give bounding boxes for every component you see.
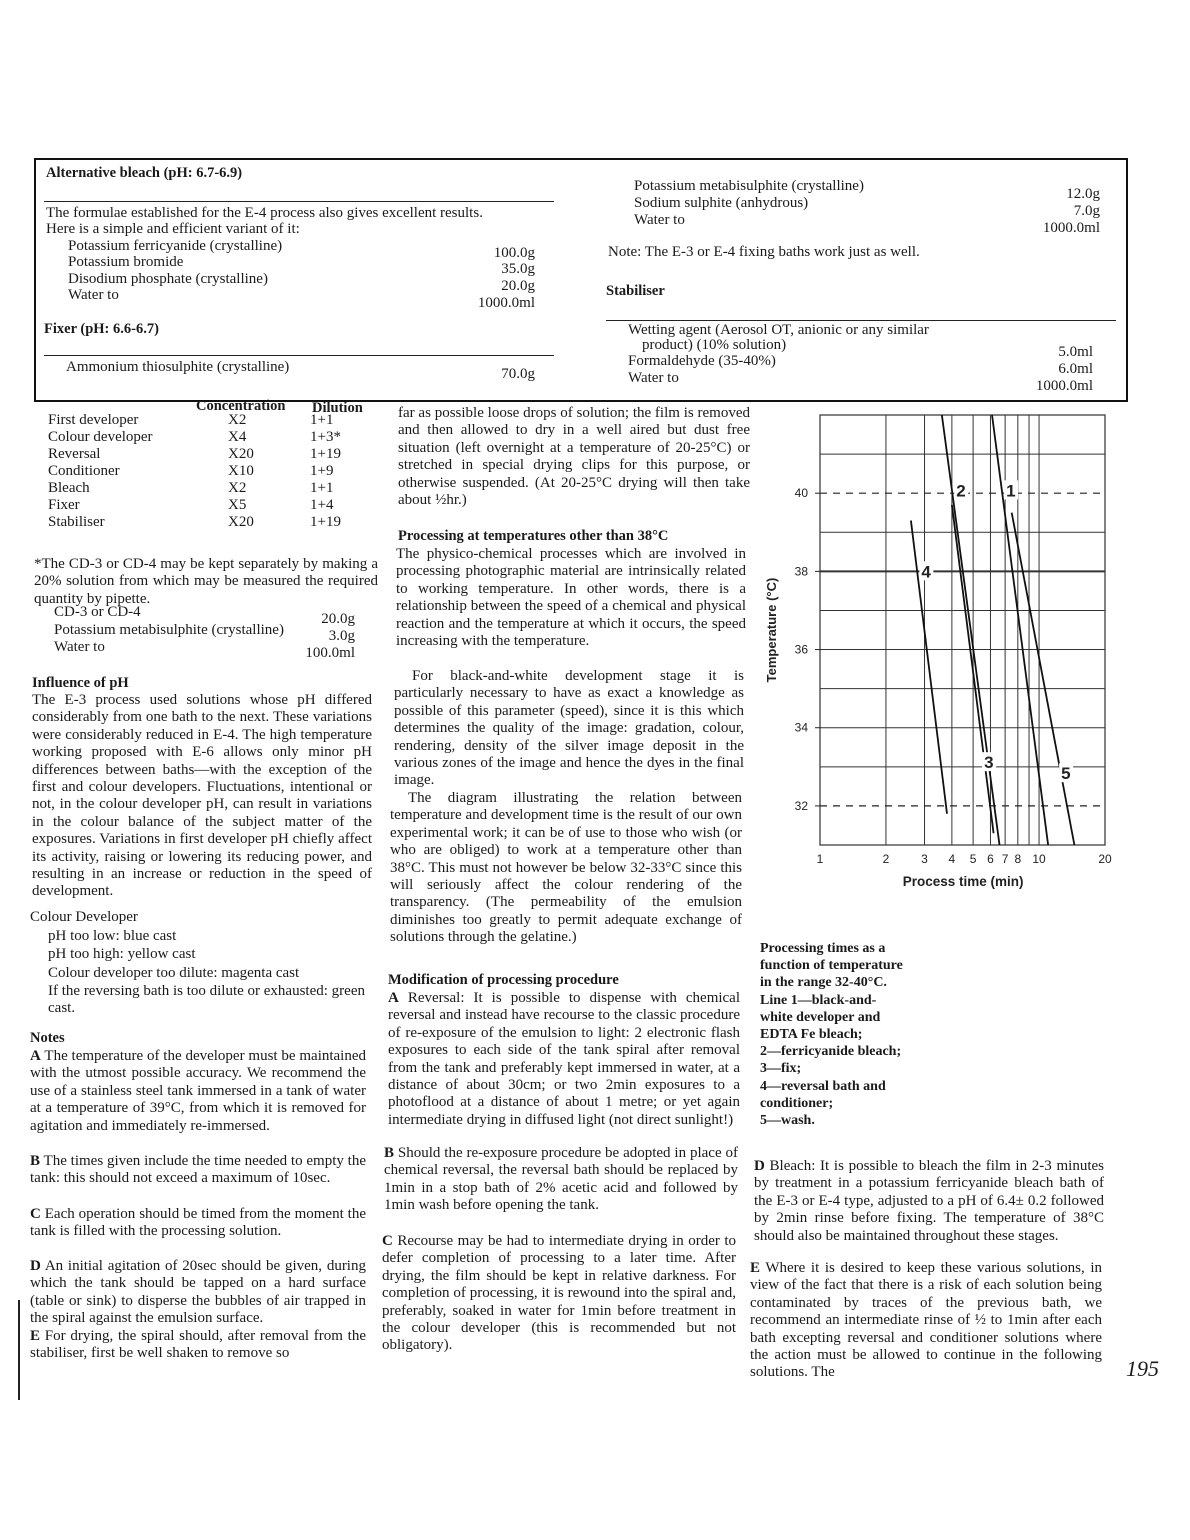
section-heading: Modification of processing procedure [388, 972, 619, 988]
para-label: E [750, 1260, 761, 1276]
formula-item: Water to [628, 370, 679, 386]
fixer-note: Note: The E-3 or E-4 fixing baths work just as well. [608, 244, 920, 260]
note-label: D [30, 1258, 41, 1274]
para-label: D [754, 1158, 765, 1174]
formula-amount: 1000.0ml [477, 295, 535, 311]
para-label: C [382, 1233, 393, 1249]
formula-amount: 35.0g [501, 261, 535, 277]
cell: Conditioner [48, 463, 120, 479]
chart-series-label: 4 [921, 562, 931, 582]
cell: First developer [48, 412, 139, 428]
table-row [48, 412, 341, 429]
list-item: pH too low: blue cast [48, 928, 177, 944]
formula-amount: 100.0g [493, 245, 535, 261]
cell: 1+1 [310, 480, 334, 496]
formula-item: Potassium metabisulphite (crystalline) [54, 622, 284, 638]
formula-item: Disodium phosphate (crystalline) [68, 271, 268, 287]
figure-caption [760, 940, 940, 1129]
formula-item: Ammonium thiosulphite (crystalline) [66, 359, 290, 375]
footnote: *The CD-3 or CD-4 may be kept separately by making a 20% solution from which may be measured the required quantity by pipette. [34, 556, 378, 607]
note-text: The temperature of the developer must be maintained with the utmost possible accuracy. We recommend the use of a stainless steel tank immersed in a tank of water at a temperature of 39°C, from which it is removed for agitation and immediately re-immersed. [30, 1048, 367, 1134]
cell: X5 [228, 497, 247, 513]
caption-line: in the range 32-40°C. [760, 975, 887, 991]
chart-y-tick-label: 36 [794, 642, 808, 657]
chart-series-label: 2 [956, 481, 966, 501]
para-text: Recourse may be had to intermediate drying in order to defer completion of processing to a later time. After drying, the film should be kept in relative darkness. For completion of processing, it is rewound into the spiral and, preferably, soaked in water for 1min before treatment in the colour developer (this is recommended but not obligatory). [382, 1233, 737, 1354]
chart-x-tick-label: 20 [1098, 852, 1112, 866]
para-label: B [384, 1145, 395, 1161]
caption-line: EDTA Fe bleach; [760, 1027, 863, 1043]
note-label: B [30, 1153, 41, 1169]
formula-item: CD-3 or CD-4 [54, 604, 141, 620]
caption-line: function of temperature [760, 958, 903, 974]
caption-line: conditioner; [760, 1095, 834, 1111]
temperature-time-chart [760, 405, 1120, 895]
chart-x-tick-label: 10 [1032, 852, 1046, 866]
chart-y-tick-label: 38 [794, 564, 808, 579]
body-paragraph: For black-and-white development stage it is particularly necessary to have as exact a knowledge as possible of this parameter (speed), since it is this which determines the quality of the image: gradation, colour, rendering, density of the silver image deposit in the various zones of the image and hence the dyes in the final image. [394, 668, 744, 789]
alt-bleach-intro: The formulae established for the E-4 process also gives excellent results. [46, 205, 483, 221]
chart-series-label: 5 [1061, 764, 1071, 784]
section-heading: Influence of pH [32, 675, 129, 691]
body-paragraph [382, 1233, 736, 1355]
para-text: Reversal: It is possible to dispense with chemical reversal and instead have recourse to the classic procedure of re-exposure of the emulsion to light: 2 electronic flash exposures to each side of the tank spiral after removal from the tank and preferably kept immersed in water, at a distance of about 30cm; or two 2min exposures to a photoflood at a distance of about 1 metre; or yet again intermediate drying in diffused light (not direct sunlight!) [388, 990, 741, 1128]
chart-x-tick-label: 1 [816, 852, 824, 866]
cell: 1+3* [310, 429, 341, 445]
formula-item: Water to [68, 287, 119, 303]
formula-item: Wetting agent (Aerosol OT, anionic or any similar [628, 322, 929, 338]
chart-x-tick-label: 2 [882, 852, 890, 866]
formula-amount: 12.0g [1066, 186, 1100, 202]
formula-amount: 6.0ml [1058, 361, 1093, 377]
chart-ticks [795, 486, 1112, 866]
section-heading: Notes [30, 1030, 65, 1046]
caption-line: 3—fix; [760, 1061, 802, 1077]
formula-amount: 1000.0ml [1035, 378, 1093, 394]
note-text: For drying, the spiral should, after removal from the stabiliser, first be well shaken to remove so [30, 1328, 366, 1362]
chart-x-tick-label: 6 [987, 852, 994, 866]
cell: Stabiliser [48, 514, 105, 530]
cell: 1+19 [310, 446, 341, 462]
formula-item: Water to [54, 639, 105, 655]
list-item: Colour developer too dilute: magenta cast [48, 965, 300, 981]
formula-amount: 20.0g [501, 278, 535, 294]
caption-line: 2—ferricyanide bleach; [760, 1044, 902, 1060]
note-a [30, 1048, 366, 1135]
formula-item: Potassium ferricyanide (crystalline) [68, 238, 283, 254]
table-row [48, 497, 341, 514]
dilution-table [48, 412, 341, 531]
formula-item: product) (10% solution) [642, 337, 787, 353]
section-heading: Processing at temperatures other than 38°C [398, 528, 669, 544]
chart-series-group [911, 415, 1075, 845]
cell: 1+1 [310, 412, 334, 428]
caption-line: 4—reversal bath and [760, 1078, 886, 1094]
body-paragraph: far as possible loose drops of solution; the film is removed and then allowed to dry in a well aired but dust free situation (left overnight at a temperature of 20-25°C) or stretched in special drying clips for this purpose, or otherwise suspended. (At 20-25°C drying will then take about ½hr.) [398, 405, 750, 509]
para-text: Bleach: It is possible to bleach the film in 2-3 minutes by treatment in a potassium ferricyanide bleach bath of the E-3 or E-4 type, adjusted to a pH of 6.4± 0.2 followed by 2min rinse before fixing. The temperature of 38°C should also be maintained throughout these stages. [754, 1158, 1104, 1244]
table-row [48, 480, 341, 497]
cell: Colour developer [48, 429, 153, 445]
formula-item: Potassium metabisulphite (crystalline) [634, 178, 864, 194]
table-row [48, 446, 341, 463]
note-label: E [30, 1328, 41, 1344]
body-paragraph [754, 1158, 1104, 1245]
alt-bleach-heading: Alternative bleach (pH: 6.7-6.9) [46, 165, 243, 181]
note-text: Each operation should be timed from the moment the tank is filled with the processing solution. [30, 1206, 366, 1240]
cell: 1+4 [310, 497, 334, 513]
body-paragraph [388, 990, 740, 1129]
rule [44, 201, 554, 202]
chart-y-tick-label: 32 [794, 798, 808, 813]
note-label: C [30, 1206, 41, 1222]
cell: 1+9 [310, 463, 334, 479]
formula-amount: 5.0ml [1058, 344, 1093, 360]
chart-x-tick-label: 4 [948, 852, 956, 866]
formula-amount: 3.0g [328, 628, 355, 644]
cell: X4 [228, 429, 247, 445]
formula-item: Formaldehyde (35-40%) [628, 353, 776, 369]
chart-y-tick-label: 34 [794, 720, 808, 735]
cell: X20 [228, 446, 254, 462]
cell: X10 [228, 463, 254, 479]
formula-item: Sodium sulphite (anhydrous) [634, 195, 809, 211]
table-header-dilution: Dilution [312, 400, 363, 416]
chart-y-tick-label: 40 [794, 486, 808, 501]
chart-x-label: Process time (min) [902, 874, 1024, 889]
chart-series-label: 1 [1006, 481, 1016, 501]
fixer-heading: Fixer (pH: 6.6-6.7) [44, 321, 159, 337]
table-header-concentration: Concentration [196, 398, 286, 414]
formula-amount: 1000.0ml [1042, 220, 1100, 236]
para-text: Where it is desired to keep these various solutions, in view of the fact that there is a risk of each solution being contaminated by traces of the previous bath, we recommend an intermediate rinse of ½ to 1min after each bath excepting reversal and conditioner solutions where the action must be allowed to continue in the following solutions. The [750, 1260, 1102, 1381]
note-text: An initial agitation of 20sec should be given, during which the tank should be tapped on a hard surface (table or sink) to disperse the bubbles of air trapped in the spiral against the emulsion surface. [30, 1258, 366, 1327]
formula-item: Potassium bromide [68, 254, 184, 270]
note-text: The times given include the time needed to empty the tank: this should not exceed a maximum of 10sec. [30, 1153, 366, 1187]
page-number: 195 [1126, 1356, 1159, 1381]
body-paragraph [750, 1260, 1102, 1382]
formula-amount: 70.0g [501, 366, 535, 382]
para-text: Should the re-exposure procedure be adopted in place of chemical reversal, the reversal bath should be replaced by 1min in a stop bath of 2% acetic acid and followed by 1min wash before opening the tank. [384, 1145, 738, 1214]
section-subheading: Colour Developer [30, 909, 138, 925]
body-paragraph: The diagram illustrating the relation between temperature and development time is the result of our own experimental work; it can be of use to those who wish (or who are obliged) to work at a temperature other than 38°C. This must not however be below 32-33°C since this will seriously affect the colour rendering of the transparency. (The permeability of the emulsion diminishes too greatly to permit adequate exchange of solutions through the gelatine.) [390, 790, 742, 946]
stabiliser-heading: Stabiliser [606, 283, 665, 299]
chart-series-line [1012, 513, 1075, 845]
chart-y-label: Temperature (°C) [764, 577, 779, 683]
formula-amount: 20.0g [321, 611, 355, 627]
caption-line: 5—wash. [760, 1113, 815, 1129]
cell: 1+19 [310, 514, 341, 530]
cell: X2 [228, 412, 247, 428]
note-c [30, 1206, 366, 1241]
alt-bleach-intro: Here is a simple and efficient variant of it: [46, 221, 300, 237]
chart-x-tick-label: 5 [969, 852, 977, 866]
note-label: A [30, 1048, 41, 1064]
caption-line: Line 1—black-and- [760, 992, 877, 1008]
body-paragraph: The physico-chemical processes which are involved in processing photographic material are intrinsically related to working temperature. In other words, there is a relationship between the speed of a chemical and physical reaction and the temperature at which it occurs, the speed increasing with the temperature. [396, 546, 746, 650]
rule [44, 355, 554, 356]
body-paragraph: The E-3 process used solutions whose pH differed considerably from one bath to the next. These variations were considerably reduced in E-4. The high temperature working proposed with E-6 allows only minor pH differences between baths—with the exception of the first and colour developers. Fluctuations, intentional or not, in the colour developer pH, can result in variations in the colour balance of the subject matter of the exposures. Variations in first developer pH chiefly affect its activity, raising or lowering its reducing power, and resulting in an increase or reduction in the speed of development. [32, 692, 372, 900]
para-label: A [388, 990, 399, 1006]
chart-series-line [992, 415, 1048, 845]
cell: X2 [228, 480, 247, 496]
cell: Reversal [48, 446, 101, 462]
list-item: If the reversing bath is too dilute or exhausted: green cast. [48, 983, 365, 1017]
table-row [48, 463, 341, 480]
chart-series-label: 3 [984, 753, 994, 773]
chart-x-tick-label: 8 [1014, 852, 1022, 866]
table-row [48, 429, 341, 446]
chart-x-tick-label: 7 [1001, 852, 1009, 866]
note-d [30, 1258, 366, 1328]
cell: Fixer [48, 497, 80, 513]
formula-item: Water to [634, 212, 685, 228]
margin-mark [18, 1300, 20, 1400]
chart-x-tick-label: 3 [921, 852, 928, 866]
list-item: pH too high: yellow cast [48, 946, 196, 962]
formula-amount: 7.0g [1073, 203, 1100, 219]
note-e [30, 1328, 366, 1363]
body-paragraph [384, 1145, 738, 1215]
caption-line: white developer and [760, 1009, 881, 1025]
note-b [30, 1153, 366, 1188]
cell: X20 [228, 514, 254, 530]
table-row [48, 514, 341, 531]
caption-line: Processing times as a [760, 941, 886, 956]
rule [606, 320, 1116, 321]
formula-amount: 100.0ml [305, 645, 355, 661]
cell: Bleach [48, 480, 90, 496]
